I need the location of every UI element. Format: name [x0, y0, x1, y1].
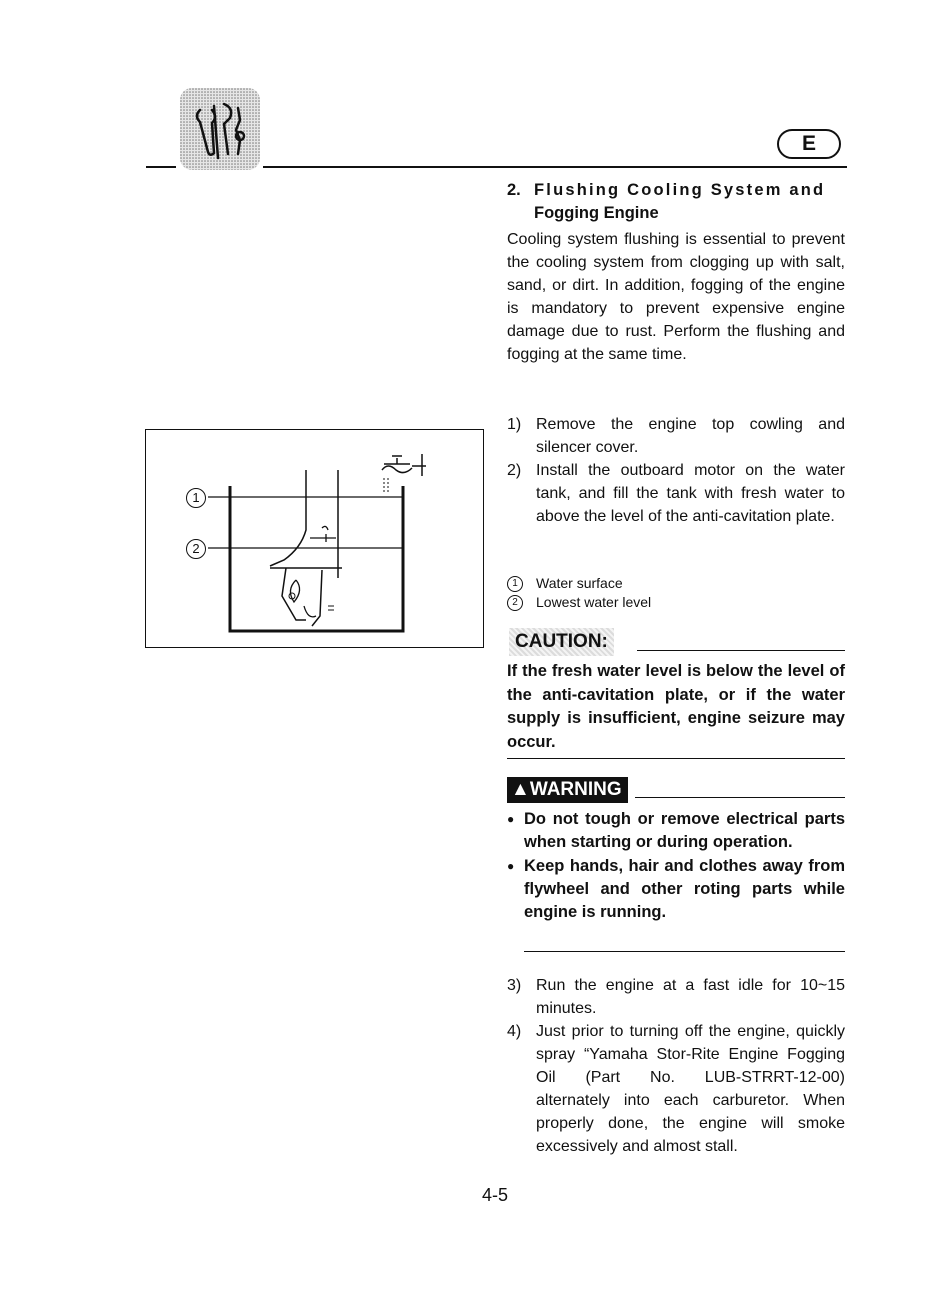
- flushing-tank-figure: [145, 429, 484, 648]
- steps-list-b: [507, 974, 845, 1158]
- warning-triangle-icon: ▲: [511, 779, 530, 800]
- legend-text: Water surface: [536, 575, 623, 591]
- caution-label: CAUTION:: [509, 628, 614, 656]
- legend-number: 2: [507, 595, 523, 611]
- warning-item: ● Do not tough or remove electrical parts when starting or during operation.: [507, 808, 845, 855]
- figure-callout-2: 2: [186, 539, 206, 559]
- section-number: 2.: [507, 181, 521, 199]
- step-text: Just prior to turning off the engine, quickly spray “Yamaha Stor-Rite Engine Fogging Oil (Part No. LUB-STRRT-12-00) alternately into each carburetor. When properly done, the engine will smoke excessively and almost stall.: [536, 1023, 845, 1155]
- figure-callout-1: 1: [186, 488, 206, 508]
- warning-list: [507, 808, 845, 924]
- legend-text: Lowest water level: [536, 594, 652, 610]
- step-item: [507, 459, 845, 528]
- warning-header-rule: [635, 797, 845, 798]
- step-number: 3): [507, 977, 522, 994]
- intro-paragraph: Cooling system flushing is essential to prevent the cooling system from clogging up with salt, sand, or dirt. In addition, fogging of the engine is mandatory to prevent expensive engine damage due to rust. Perform the flushing and fogging at the same time.: [507, 231, 845, 363]
- language-badge: E: [777, 129, 841, 159]
- step-item: [507, 1020, 845, 1158]
- section-title-line2: Fogging Engine: [534, 204, 659, 222]
- maintenance-tools-icon: [180, 88, 260, 170]
- step-item: [507, 974, 845, 1020]
- legend-item: [507, 593, 845, 612]
- caution-header: [507, 628, 845, 658]
- header-rule: [263, 166, 847, 168]
- section-title: [507, 179, 845, 225]
- caution-header-rule: [637, 650, 845, 651]
- step-text: Remove the engine top cowling and silencer cover.: [536, 416, 845, 456]
- warning-label: [507, 777, 628, 803]
- page-number: 4-5: [481, 1185, 508, 1205]
- warning-item: ● Keep hands, hair and clothes away from flywheel and other roting parts while engine is running.: [507, 855, 845, 925]
- step-item: [507, 413, 845, 459]
- step-number: 4): [507, 1023, 522, 1040]
- step-text: Install the outboard motor on the water tank, and fill the tank with fresh water to above the level of the anti-cavitation plate.: [536, 462, 845, 525]
- legend-item: [507, 574, 845, 593]
- figure-legend: [507, 574, 845, 612]
- section-title-line1: Flushing Cooling System and: [534, 181, 826, 199]
- steps-list-a: [507, 413, 845, 528]
- warning-header: [507, 777, 845, 805]
- header-rule-left: [146, 166, 176, 168]
- step-number: 1): [507, 416, 522, 433]
- legend-number: 1: [507, 576, 523, 592]
- caution-text: If the fresh water level is below the level of the anti-cavitation plate, or if the water supply is insufficient, engine seizure may occur.: [507, 662, 845, 751]
- warning-rule: [524, 951, 845, 952]
- caution-rule: [507, 758, 845, 759]
- step-text: Run the engine at a fast idle for 10~15 minutes.: [536, 977, 845, 1017]
- step-number: 2): [507, 462, 522, 479]
- warning-label-text: WARNING: [529, 779, 622, 800]
